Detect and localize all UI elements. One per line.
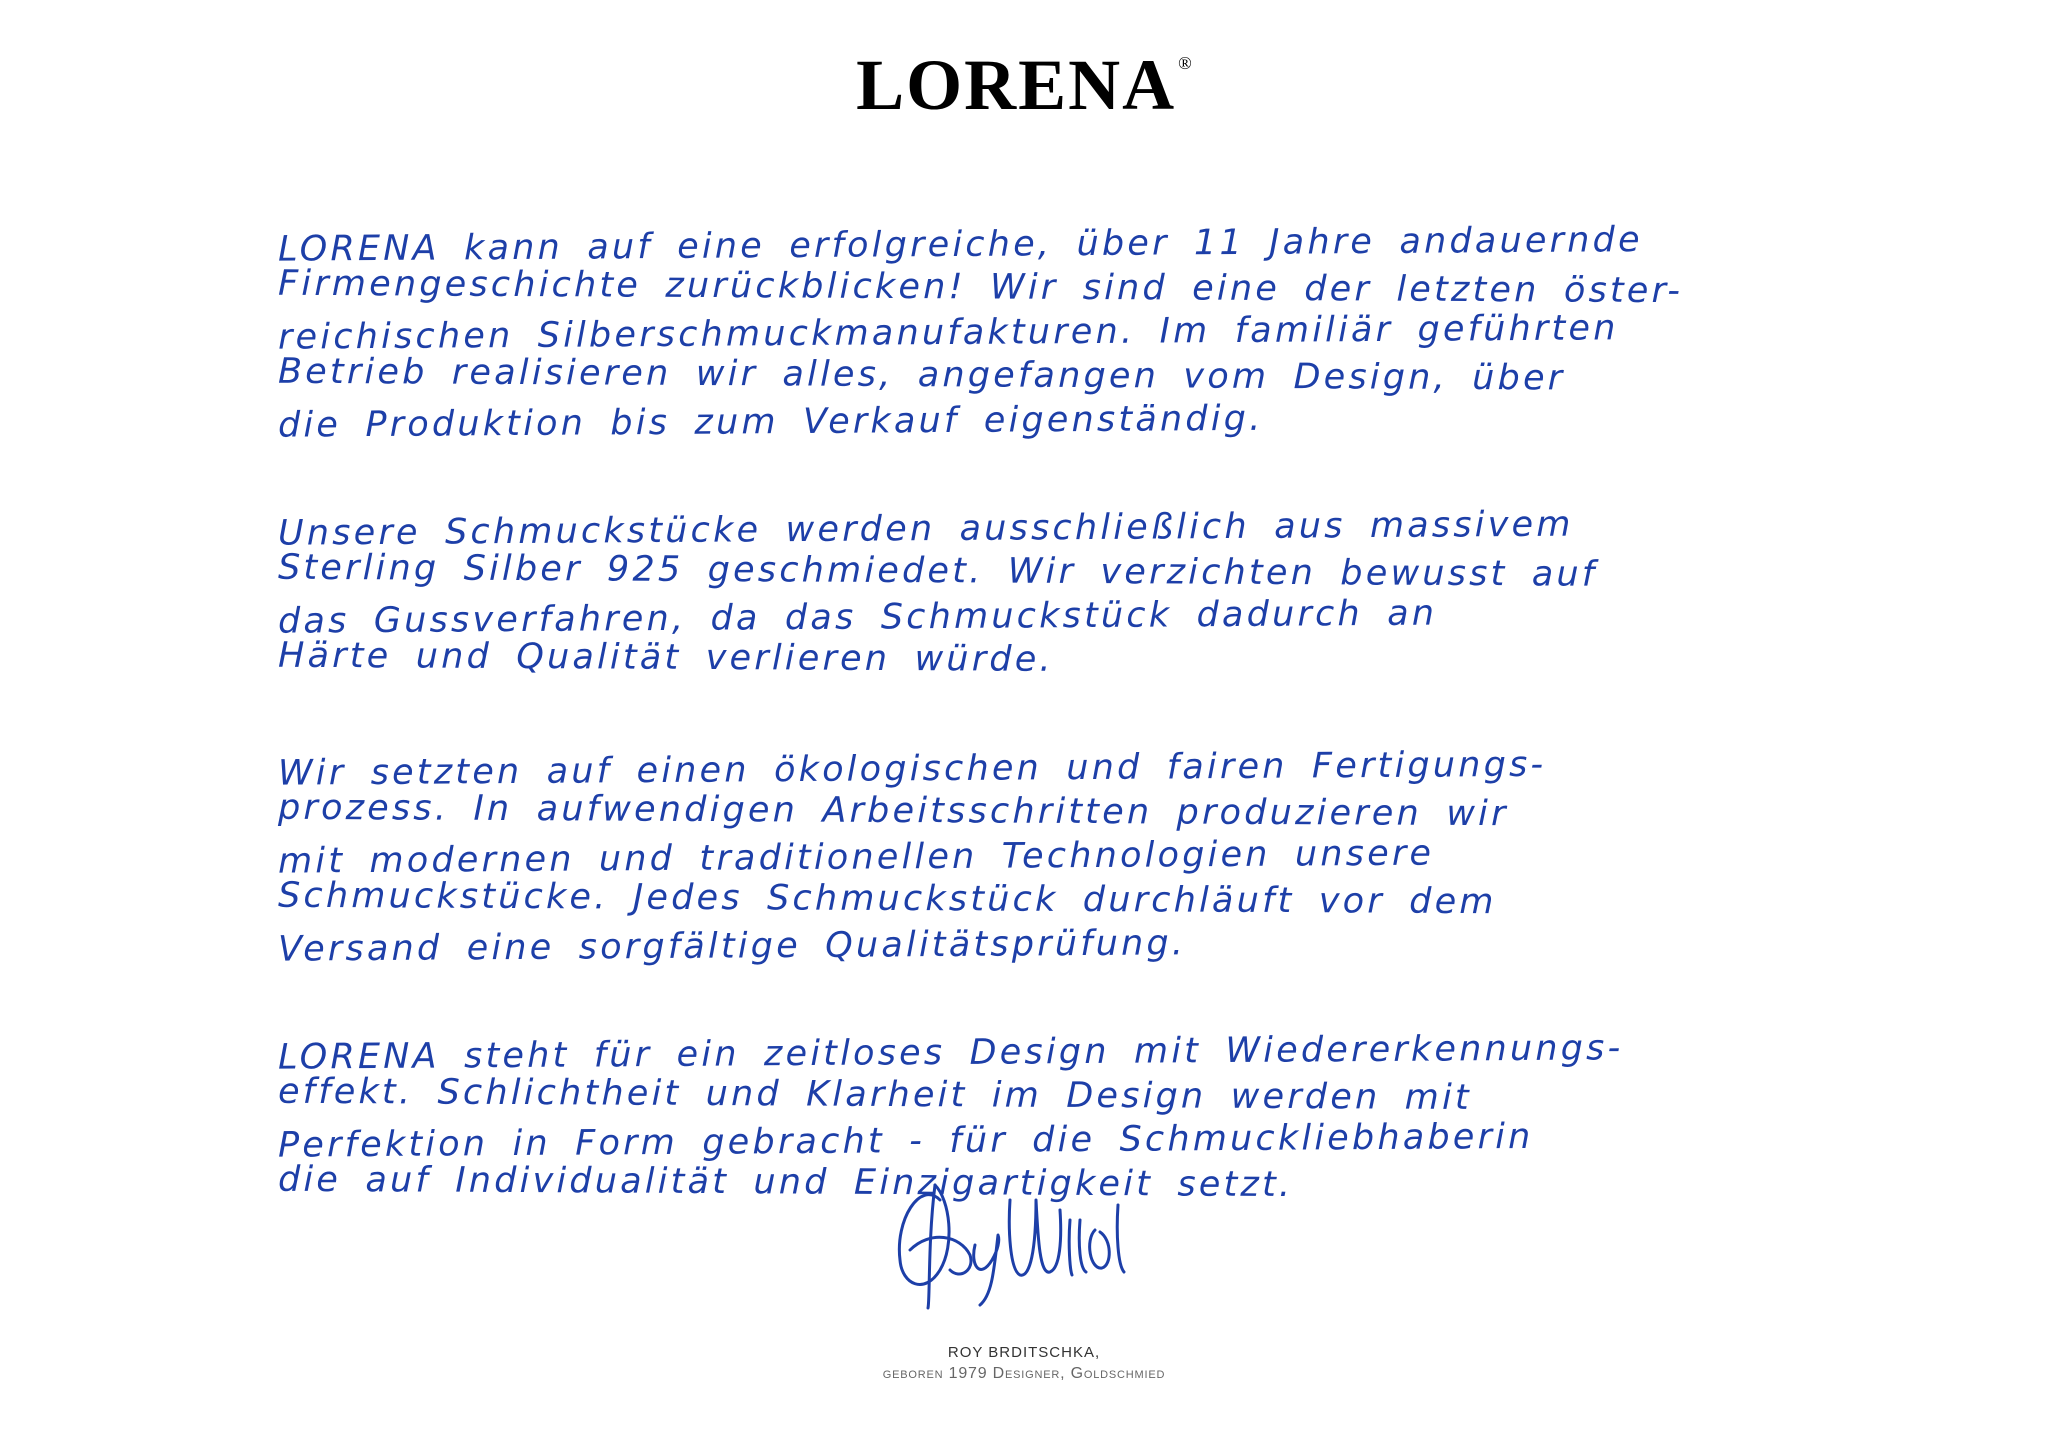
letter-line: mit modernen und traditionellen Technologien unsere: [277, 833, 1435, 882]
paragraph-3: [277, 744, 1898, 970]
letter-line: Betrieb realisieren wir alles, angefangen vom Design, über: [277, 351, 1566, 399]
registered-mark: ®: [1178, 53, 1192, 73]
letter-line: Schmuckstücke. Jedes Schmuckstück durchläuft vor dem: [277, 875, 1497, 923]
letter-line: LORENA steht für ein zeitloses Design mit Wiedererkennungs-: [277, 1028, 1624, 1078]
brand-logo: LORENA: [856, 45, 1177, 125]
letter-line: LORENA kann auf eine erfolgreiche, über 11 Jahre andauernde: [277, 220, 1643, 270]
brand-header: [0, 44, 2048, 127]
signature-icon: [880, 1160, 1140, 1310]
letter-line: Härte und Qualität verlieren würde.: [277, 635, 1054, 680]
letter-line: Sterling Silber 925 geschmiedet. Wir verzichten bewusst auf: [277, 547, 1598, 595]
letter-line: Firmengeschichte zurückblicken! Wir sind eine der letzten öster-: [277, 263, 1684, 312]
letter-line: das Gussverfahren, da das Schmuckstück dadurch an: [277, 593, 1438, 642]
letter-line: Unsere Schmuckstücke werden ausschließlich aus massivem: [277, 504, 1574, 554]
letter-line: reichischen Silberschmuckmanufakturen. Im familiär geführten: [277, 308, 1619, 358]
signer-name: ROY BRDITSCHKA,: [947, 1344, 1101, 1361]
letter-line: Perfektion in Form gebracht - für die Schmuckliebhaberin: [277, 1116, 1534, 1166]
letter-line: Versand eine sorgfältige Qualitätsprüfung.: [277, 923, 1187, 970]
signer-role: geboren 1979 Designer, Goldschmied: [882, 1365, 1166, 1382]
signer-block: [0, 1343, 2048, 1385]
paragraph-1: [277, 220, 1898, 446]
letter-line: effekt. Schlichtheit und Klarheit im Design werden mit: [277, 1071, 1472, 1119]
letter-line: Wir setzten auf einen ökologischen und fairen Fertigungs-: [277, 744, 1547, 794]
letter-line: die Produktion bis zum Verkauf eigenständig.: [277, 398, 1264, 446]
handwritten-letter: [278, 222, 1898, 1270]
letter-line: die auf Individualität und Einzigartigkeit setzt.: [277, 1159, 1294, 1206]
paragraph-2: [278, 506, 1898, 682]
letter-line: prozess. In aufwendigen Arbeitsschritten produzieren wir: [277, 787, 1509, 835]
